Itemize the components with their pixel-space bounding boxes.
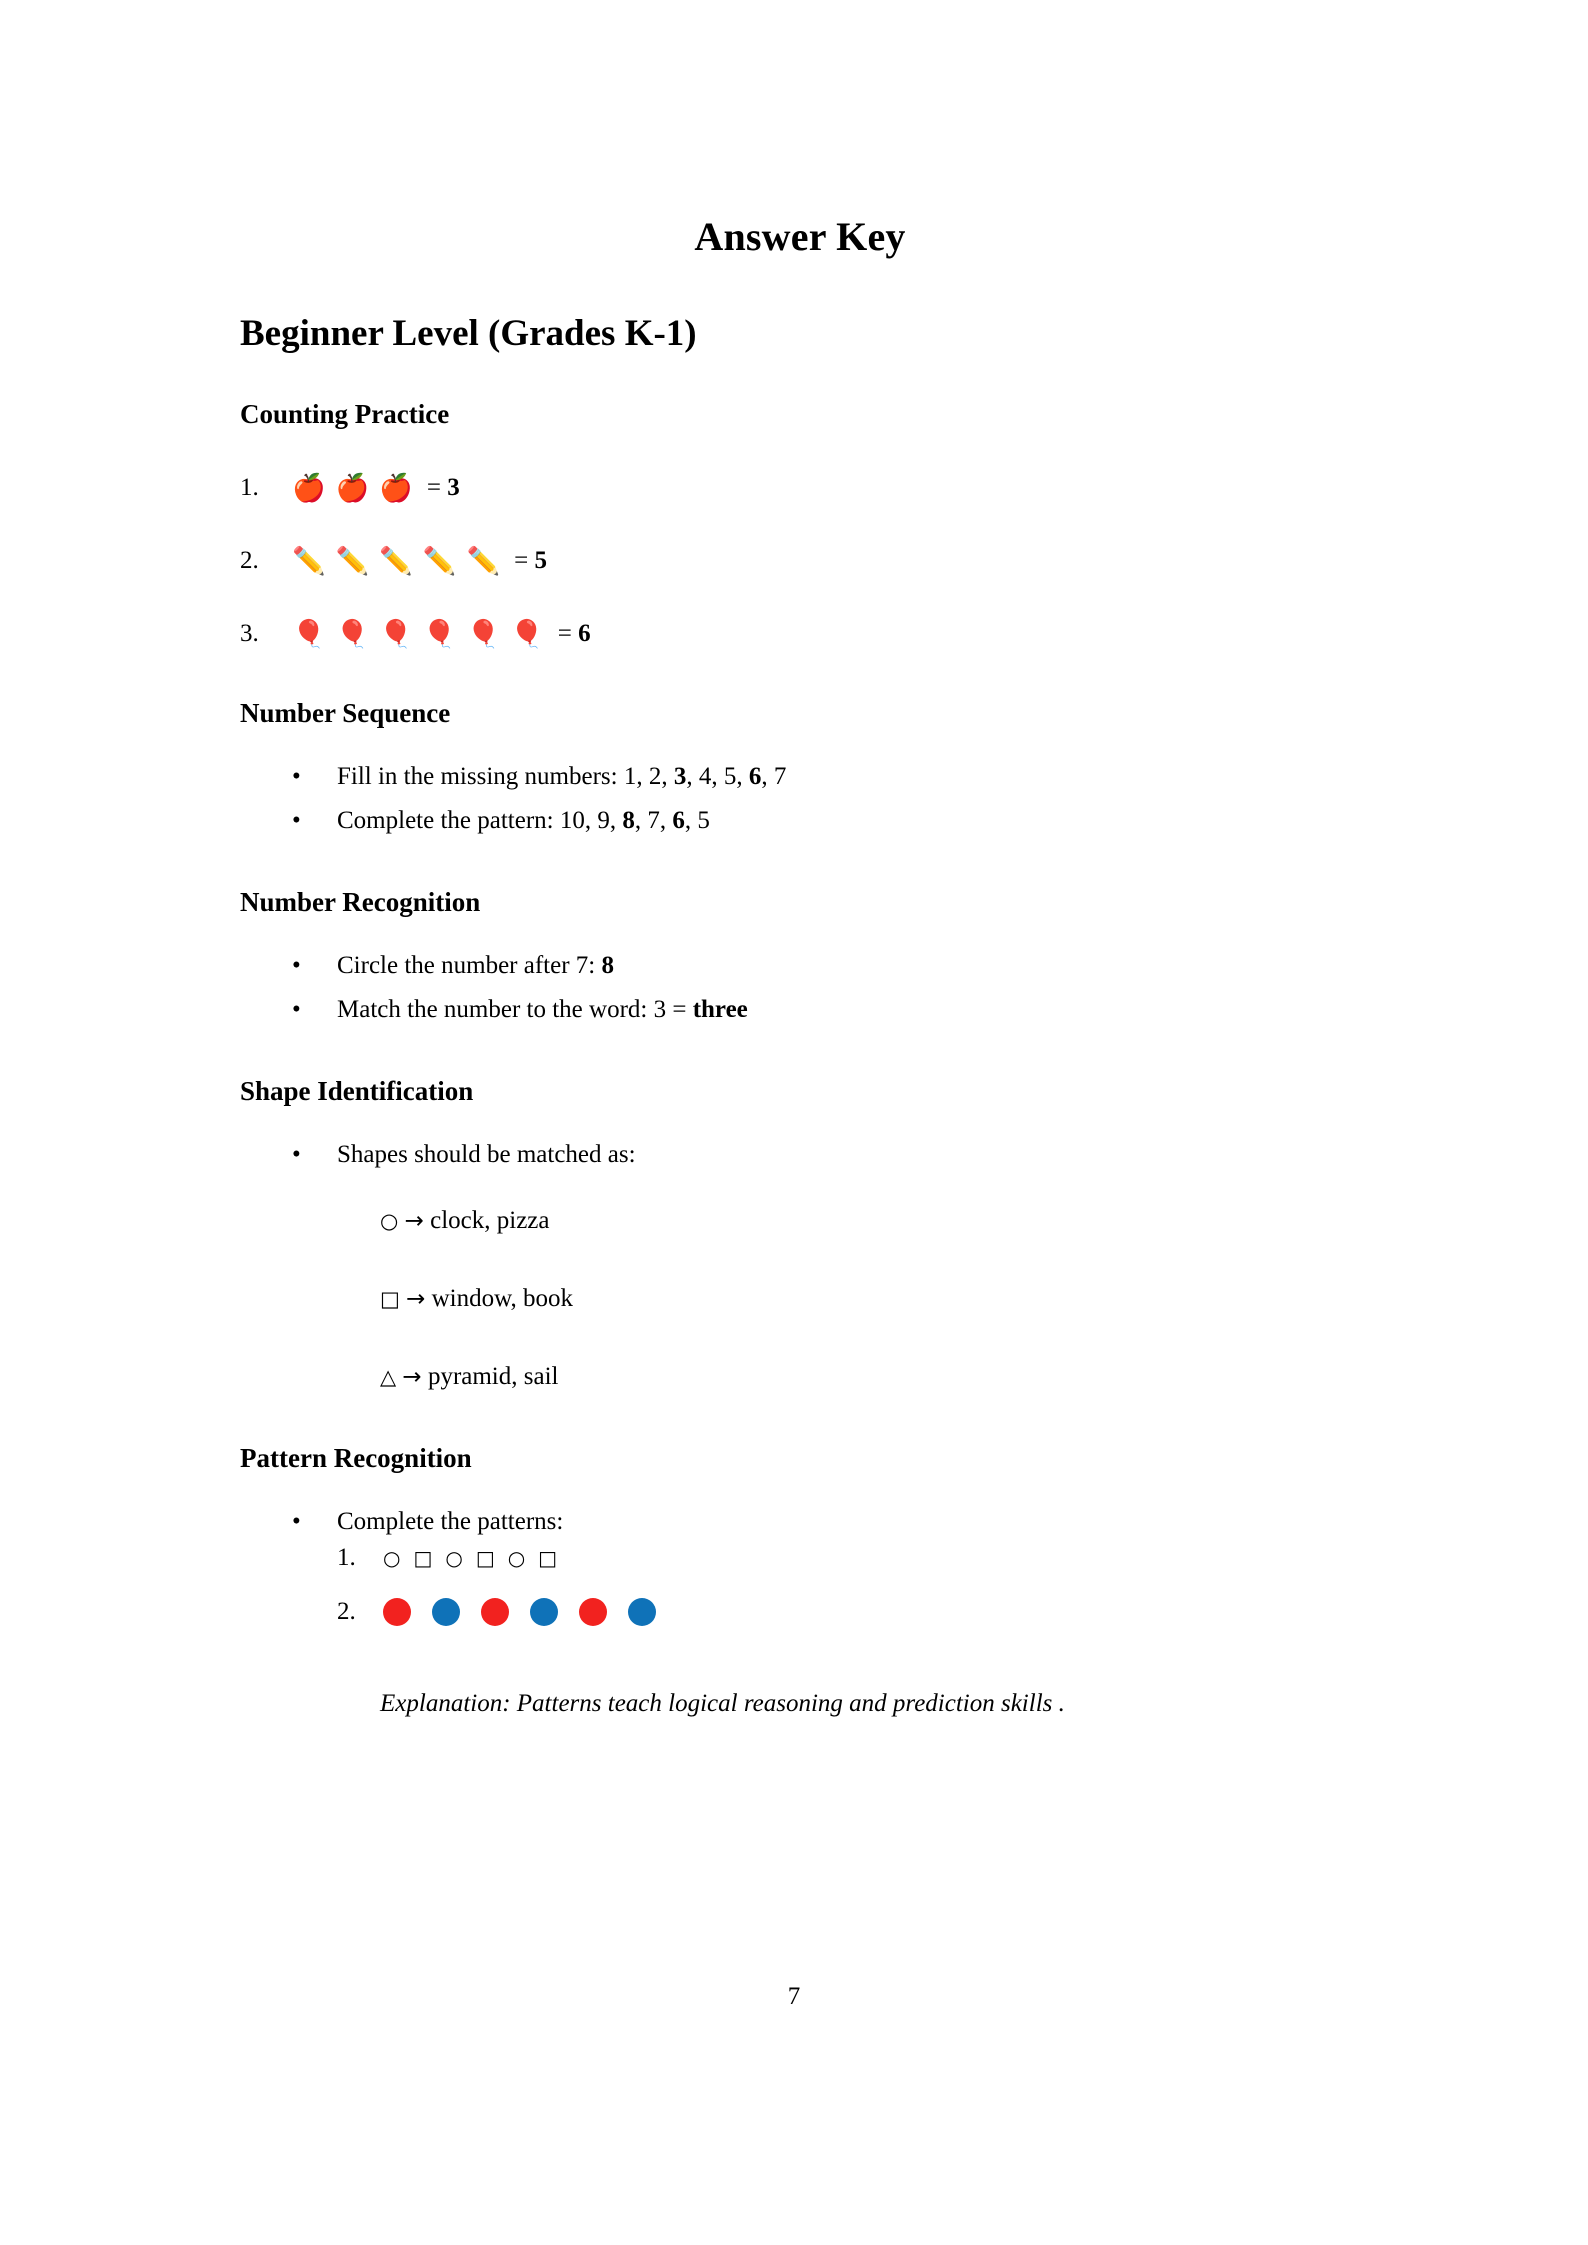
circle-outline-icon: ○ bbox=[383, 1546, 401, 1570]
section-heading-pattern-recognition: Pattern Recognition bbox=[240, 1443, 472, 1473]
arrow-right-icon: → bbox=[402, 1364, 422, 1390]
item-middle: , 4, 5, bbox=[686, 763, 749, 790]
pencil-emoji-run bbox=[292, 545, 501, 576]
item-middle: , 7, bbox=[634, 807, 673, 834]
square-outline-icon: □ bbox=[380, 1287, 400, 1311]
square-outline-icon: □ bbox=[538, 1546, 558, 1570]
red-circle-icon bbox=[579, 1598, 607, 1626]
balloon-emoji: 🎈 bbox=[335, 618, 370, 649]
counting-answer: = 6 bbox=[557, 620, 591, 647]
level-heading: Beginner Level (Grades K-1) bbox=[240, 313, 697, 354]
explanation-note: Explanation: Patterns teach logical reasoning and prediction skills . bbox=[380, 1690, 1065, 1717]
item-prefix: Circle the number after 7: bbox=[337, 952, 602, 979]
color-pattern-run bbox=[383, 1598, 656, 1626]
list-item bbox=[292, 799, 1360, 843]
page-content bbox=[240, 0, 1360, 1718]
apple-emoji: 🍎 bbox=[335, 472, 370, 503]
answer-value: 6 bbox=[578, 620, 591, 647]
counting-practice-list bbox=[240, 468, 1360, 654]
apple-emoji-run bbox=[292, 472, 413, 503]
list-item bbox=[292, 755, 1360, 799]
answer-value: 6 bbox=[748, 763, 762, 790]
shape-objects: pyramid, sail bbox=[427, 1363, 559, 1390]
pattern-row-dots bbox=[240, 1598, 1360, 1626]
shape-objects: clock, pizza bbox=[430, 1207, 550, 1234]
list-item: • Complete the patterns: bbox=[292, 1500, 1360, 1544]
red-circle-icon bbox=[481, 1598, 509, 1626]
blue-circle-icon bbox=[432, 1598, 460, 1626]
pencil-emoji: ✏️ bbox=[422, 545, 457, 576]
list-number: 1. bbox=[337, 1544, 356, 1571]
list-number: 3. bbox=[240, 620, 259, 647]
pencil-emoji: ✏️ bbox=[379, 545, 413, 576]
circle-outline-icon: ○ bbox=[445, 1546, 463, 1570]
page-number: 7 bbox=[787, 1983, 801, 2010]
answer-value: 6 bbox=[672, 807, 685, 834]
balloon-emoji: 🎈 bbox=[379, 618, 413, 649]
square-outline-icon: □ bbox=[475, 1546, 495, 1570]
pattern-row-shapes bbox=[240, 1544, 1360, 1572]
number-recognition-list bbox=[240, 918, 1360, 1032]
shape-mapping-group bbox=[240, 1177, 1360, 1399]
list-number: 1. bbox=[240, 474, 259, 501]
section-heading-number-recognition: Number Recognition bbox=[240, 887, 481, 917]
balloon-emoji: 🎈 bbox=[466, 618, 501, 649]
arrow-right-icon: → bbox=[406, 1286, 426, 1312]
list-item: • Shapes should be matched as: bbox=[292, 1133, 1360, 1177]
pencil-emoji: ✏️ bbox=[466, 545, 501, 576]
section-heading-number-sequence: Number Sequence bbox=[240, 698, 451, 728]
number-sequence-list bbox=[240, 729, 1360, 843]
list-number: 2. bbox=[337, 1598, 356, 1625]
answer-value: 8 bbox=[622, 807, 635, 834]
item-prefix: Match the number to the word: 3 = bbox=[337, 996, 693, 1023]
section-heading-shape-identification: Shape Identification bbox=[240, 1076, 474, 1106]
circle-outline-icon: ○ bbox=[380, 1209, 399, 1233]
triangle-outline-icon: △ bbox=[380, 1365, 397, 1389]
circle-outline-icon: ○ bbox=[507, 1546, 526, 1570]
pattern-recognition-list bbox=[240, 1474, 1360, 1544]
item-suffix: , 5 bbox=[684, 807, 710, 834]
square-outline-icon: □ bbox=[413, 1546, 433, 1570]
red-circle-icon bbox=[383, 1598, 411, 1626]
list-item bbox=[292, 944, 1360, 988]
answer-value: three bbox=[692, 996, 748, 1023]
apple-emoji: 🍎 bbox=[292, 472, 326, 503]
shape-pattern-run bbox=[383, 1546, 557, 1570]
counting-item bbox=[240, 614, 1360, 654]
answer-value: 5 bbox=[534, 547, 547, 574]
shape-mapping-row bbox=[240, 1199, 1360, 1243]
list-number: 2. bbox=[240, 547, 259, 574]
balloon-emoji: 🎈 bbox=[422, 618, 457, 649]
balloon-emoji: 🎈 bbox=[292, 618, 326, 649]
shape-mapping-row bbox=[240, 1277, 1360, 1321]
shape-objects: window, book bbox=[431, 1285, 574, 1312]
balloon-emoji-run bbox=[292, 618, 544, 649]
apple-emoji: 🍎 bbox=[379, 472, 413, 503]
answer-value: 3 bbox=[673, 763, 687, 790]
counting-answer: = 5 bbox=[514, 547, 547, 574]
arrow-right-icon: → bbox=[404, 1208, 424, 1234]
answer-value: 3 bbox=[447, 474, 460, 501]
balloon-emoji: 🎈 bbox=[510, 618, 544, 649]
list-item bbox=[292, 988, 1360, 1032]
item-prefix: Fill in the missing numbers: 1, 2, bbox=[337, 763, 674, 790]
pencil-emoji: ✏️ bbox=[335, 545, 370, 576]
counting-item bbox=[240, 541, 1360, 581]
blue-circle-icon bbox=[628, 1598, 656, 1626]
section-heading-counting-practice: Counting Practice bbox=[240, 399, 450, 429]
page-title: Answer Key bbox=[694, 214, 906, 259]
shape-identification-list bbox=[240, 1107, 1360, 1177]
counting-answer: = 3 bbox=[426, 474, 460, 501]
blue-circle-icon bbox=[530, 1598, 558, 1626]
counting-item bbox=[240, 468, 1360, 508]
pattern-sublist bbox=[240, 1544, 1360, 1626]
answer-value: 8 bbox=[601, 952, 614, 979]
pencil-emoji: ✏️ bbox=[292, 545, 326, 576]
shape-mapping-row bbox=[240, 1355, 1360, 1399]
item-prefix: Complete the pattern: 10, 9, bbox=[337, 807, 623, 834]
item-suffix: , 7 bbox=[761, 763, 787, 790]
